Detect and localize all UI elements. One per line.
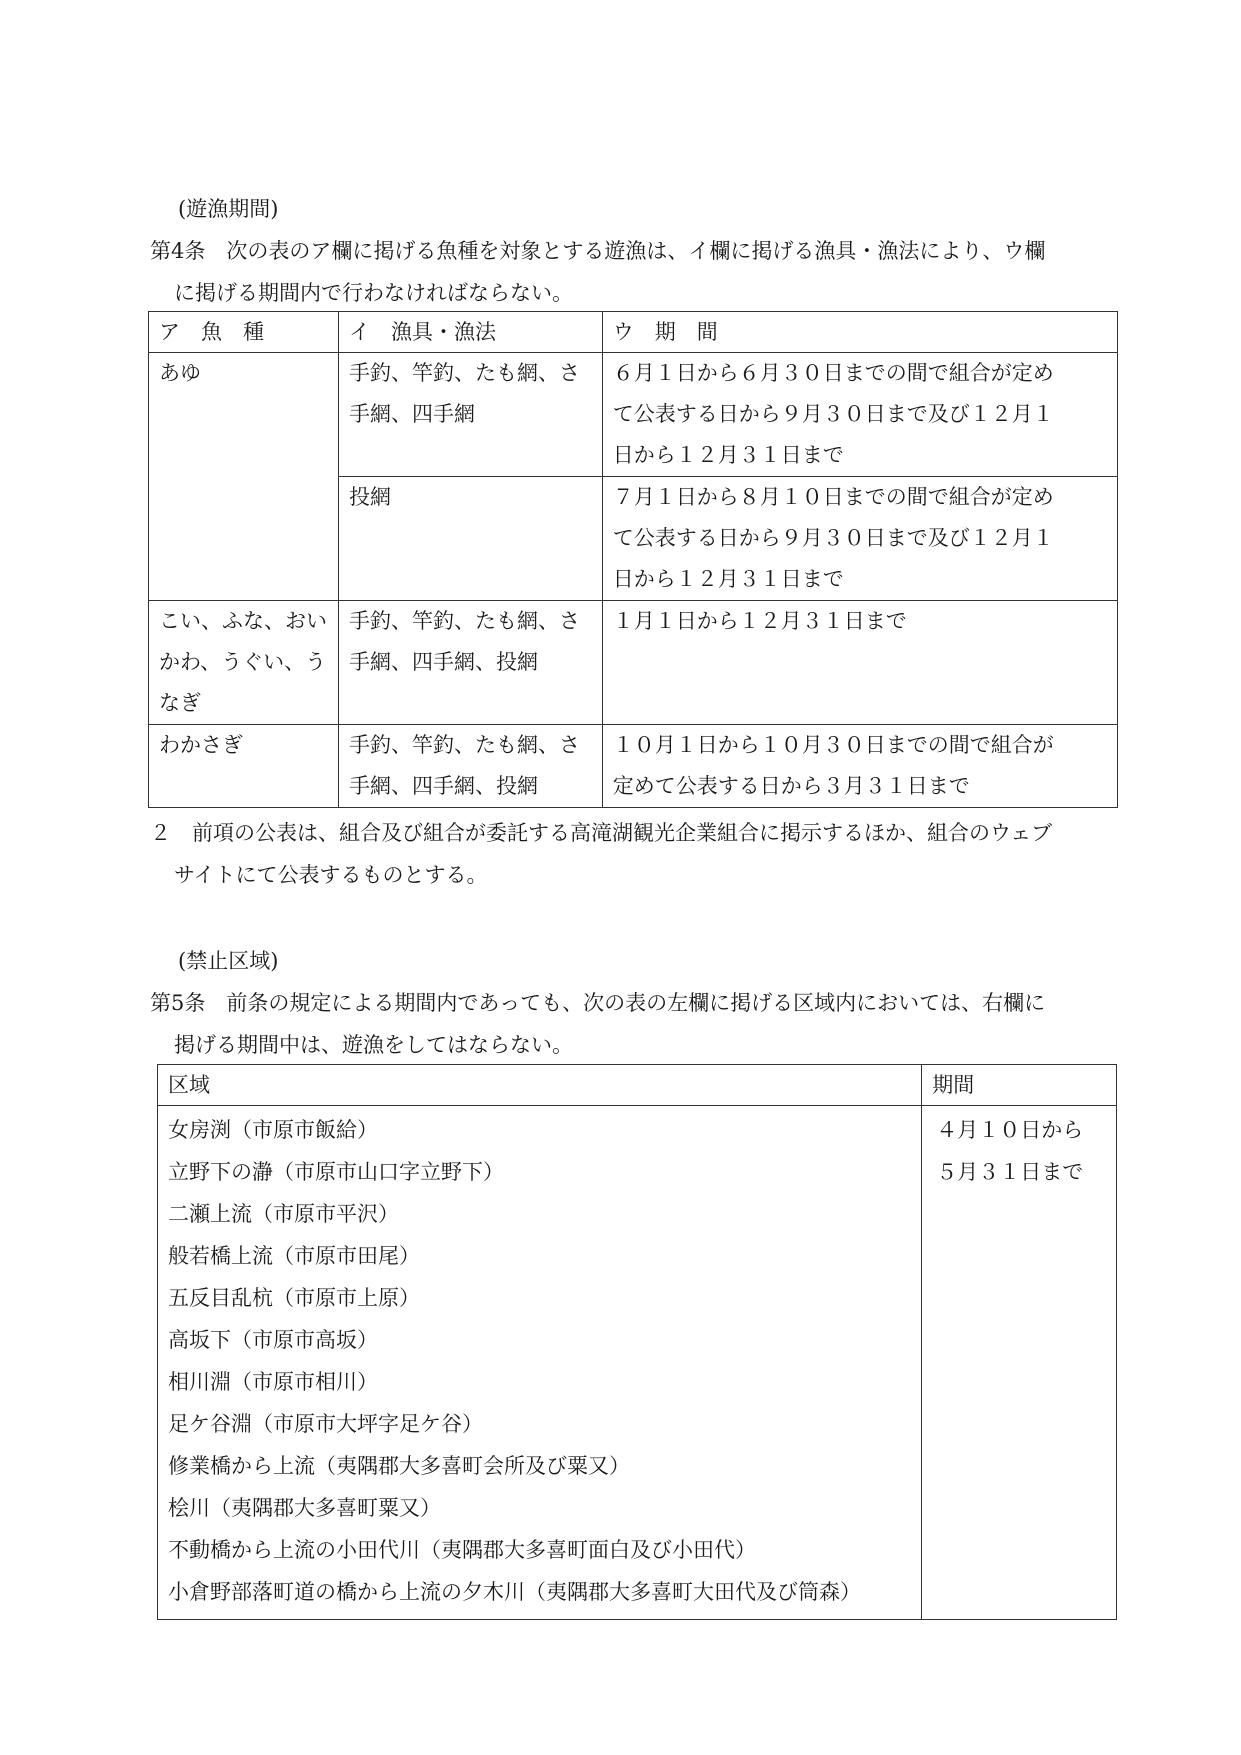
gear-line: 手釣、竿釣、たも網、さ xyxy=(348,733,580,757)
gear-cell xyxy=(338,477,602,601)
table-header-row xyxy=(158,1065,1117,1106)
header-area: 区域 xyxy=(158,1065,922,1106)
gear-cell xyxy=(338,725,602,808)
header-period: 期間 xyxy=(922,1065,1117,1106)
period-cell xyxy=(602,725,1117,808)
article-5-text xyxy=(150,982,1120,1066)
area-item: 修業橋から上流（夷隅郡大多喜町会所及び粟又） xyxy=(168,1454,630,1478)
area-item: 女房渕（市原市飯給） xyxy=(168,1118,378,1142)
area-item: 二瀬上流（市原市平沢） xyxy=(168,1202,399,1226)
area-item: 不動橋から上流の小田代川（夷隅郡大多喜町面白及び小田代） xyxy=(168,1538,756,1562)
area-item: 高坂下（市原市高坂） xyxy=(168,1328,378,1352)
species-cell xyxy=(149,353,339,601)
table-row xyxy=(158,1106,1117,1620)
period-line: 日から１２月３１日まで xyxy=(612,443,844,467)
species-line: なぎ xyxy=(159,691,201,715)
paragraph-2-line-2: サイトにて公表するものとする。 xyxy=(174,863,488,887)
gear-line: 手網、四手網、投網 xyxy=(348,774,538,798)
period-cell xyxy=(602,601,1117,725)
period-line: ４月１０日から xyxy=(936,1118,1084,1142)
period-line: 定めて公表する日から３月３１日まで xyxy=(612,774,970,798)
period-line: ７月１日から８月１０日までの間で組合が定め xyxy=(612,485,1054,509)
area-item: 足ケ谷淵（市原市大坪字足ケ谷） xyxy=(168,1412,483,1436)
area-item: 般若橋上流（市原市田尾） xyxy=(168,1244,420,1268)
paragraph-2-line-1: ２ 前項の公表は、組合及び組合が委託する高滝湖観光企業組合に掲示するほか、組合のウェブ xyxy=(150,821,1053,845)
species-cell xyxy=(149,725,339,808)
area-item: 五反目乱杭（市原市上原） xyxy=(168,1286,420,1310)
period-line: ６月１日から６月３０日までの間で組合が定め xyxy=(612,361,1054,385)
period-line: 日から１２月３１日まで xyxy=(612,567,844,591)
species-line: わかさぎ xyxy=(159,733,243,757)
area-item: 立野下の瀞（市原市山口字立野下） xyxy=(168,1160,504,1184)
prohibited-area-table xyxy=(157,1064,1117,1620)
table-row xyxy=(149,353,1118,477)
article-4-heading: (遊漁期間) xyxy=(178,197,279,221)
period-line: １０月１日から１０月３０日までの間で組合が xyxy=(612,733,1054,757)
gear-line: 手網、四手網 xyxy=(348,402,475,426)
gear-line: 手釣、竿釣、たも網、さ xyxy=(348,361,580,385)
period-line: て公表する日から９月３０日まで及び１２月１ xyxy=(612,402,1054,426)
article-5-line-1: 第5条 前条の規定による期間内であっても、次の表の左欄に掲げる区域内においては、右欄に xyxy=(150,991,1046,1015)
area-cell xyxy=(158,1106,922,1620)
table-header-row xyxy=(149,312,1118,353)
article-5-heading: (禁止区域) xyxy=(178,949,279,973)
gear-line: 手釣、竿釣、たも網、さ xyxy=(348,609,580,633)
prohibited-period-cell xyxy=(922,1106,1117,1620)
species-cell xyxy=(149,601,339,725)
header-period: ウ 期 間 xyxy=(602,312,1117,353)
period-cell xyxy=(602,353,1117,477)
header-gear: イ 漁具・漁法 xyxy=(338,312,602,353)
species-line: こい、ふな、おい xyxy=(159,609,327,633)
area-item: 桧川（夷隅郡大多喜町粟又） xyxy=(168,1496,441,1520)
article-4-line-1: 第4条 次の表のア欄に掲げる魚種を対象とする遊漁は、イ欄に掲げる漁具・漁法により、ウ欄 xyxy=(150,239,1046,263)
period-line: １月１日から１２月３１日まで xyxy=(612,609,907,633)
gear-cell xyxy=(338,601,602,725)
period-cell xyxy=(602,477,1117,601)
article-5-line-2: 掲げる期間中は、遊漁をしてはならない。 xyxy=(174,1033,573,1057)
header-species: ア 魚 種 xyxy=(149,312,339,353)
article-4-text xyxy=(150,230,1120,314)
area-item: 小倉野部落町道の橋から上流の夕木川（夷隅郡大多喜町大田代及び筒森） xyxy=(168,1580,861,1604)
table-row xyxy=(149,725,1118,808)
gear-cell xyxy=(338,353,602,477)
species-line: かわ、うぐい、う xyxy=(159,650,327,674)
period-line: ５月３１日まで xyxy=(936,1160,1084,1184)
gear-line: 手網、四手網、投網 xyxy=(348,650,538,674)
species-line: あゆ xyxy=(159,361,201,385)
gear-line: 投網 xyxy=(348,485,391,509)
fishing-period-table xyxy=(148,311,1118,808)
article-4-line-2: に掲げる期間内で行わなければならない。 xyxy=(174,281,573,305)
period-line: て公表する日から９月３０日まで及び１２月１ xyxy=(612,526,1054,550)
area-item: 相川淵（市原市相川） xyxy=(168,1370,378,1394)
table-row xyxy=(149,601,1118,725)
article-4-paragraph-2 xyxy=(150,812,1120,896)
